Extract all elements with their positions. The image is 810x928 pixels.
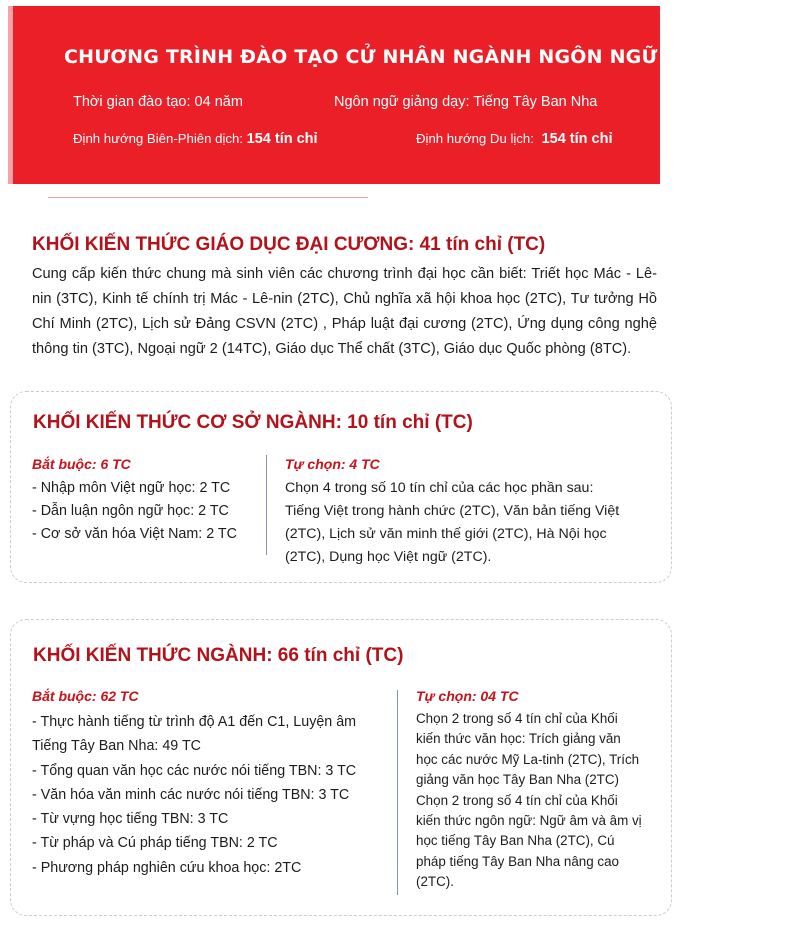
list-item: Tiếng Tây Ban Nha: 49 TC [32,738,202,755]
list-item: - Thực hành tiếng từ trình độ A1 đến C1, Luyện âm [32,714,357,730]
text-line: (2TC), Dụng học Việt ngữ (2TC). [285,549,492,565]
major-section-title [33,645,403,667]
major-column-divider [397,690,398,895]
program-title: CHƯƠNG TRÌNH ĐÀO TẠO CỬ NHÂN NGÀNH NGÔN NGỮ TÂY BAN NHA [64,46,810,68]
major-elective-label: Tự chọn: 04 TC [416,688,519,704]
major-title-main: KHỐI KIẾN THỨC NGÀNH: 66 [33,645,299,666]
language-info: Ngôn ngữ giảng dạy: Tiếng Tây Ban Nha [334,94,598,110]
list-item: - Tổng quan văn học các nước nói tiếng TBN: 3 TC [32,762,357,779]
track-translation-label: Định hướng Biên-Phiên dịch: [73,131,243,146]
general-section-description: Cung cấp kiến thức chung mà sinh viên các chương trình đại học cần biết: Triết học Mác - Lê-nin (3TC), Kinh tế chính trị Mác - Lê-nin (2TC), Chủ nghĩa xã hội khoa học (2TC), Tư tưởng Hồ Chí Minh (2TC), Lịch sử Đảng CSVN (2TC) , Pháp luật đại cương (2TC), Ứng dụng công nghệ thông tin (3TC), Ngoại ngữ 2 (14TC), Giáo dục Thể chất (3TC), Giáo dục Quốc phòng (8TC). [32,266,657,357]
general-section-title: KHỐI KIẾN THỨC GIÁO DỤC ĐẠI CƯƠNG: 41 tín chỉ (TC) [32,234,546,255]
track-translation-info [73,131,318,147]
foundation-required-list [32,477,237,546]
banner-accent-stripe [8,6,13,184]
text-line: Chọn 4 trong số 10 tín chỉ của các học phần sau: [285,480,594,496]
list-item: - Cơ sở văn hóa Việt Nam: 2 TC [32,526,237,542]
major-elective-text [416,709,648,893]
text-line: Chọn 2 trong số 4 tín chỉ của Khối [416,711,618,726]
text-line: kiến thức ngôn ngữ: Ngữ âm và âm vị [416,813,642,829]
list-item: - Văn hóa văn minh các nước nói tiếng TBN: 3 TC [32,786,350,803]
foundation-section-title [33,412,473,434]
duration-info: Thời gian đào tạo: 04 năm [73,94,243,110]
text-line: Tiếng Việt trong hành chức (2TC), Văn bản tiếng Việt [285,503,620,519]
major-title-unit: tín chỉ (TC) [304,645,404,666]
text-line: (2TC). [416,874,454,890]
foundation-elective-label: Tự chọn: 4 TC [285,456,380,472]
text-line: Chọn 2 trong số 4 tín chỉ của Khối [416,792,618,808]
foundation-required-label: Bắt buộc: 6 TC [32,456,131,472]
major-required-label: Bắt buộc: 62 TC [32,688,139,704]
list-item: - Phương pháp nghiên cứu khoa học: 2TC [32,859,302,876]
text-line: (2TC), Lịch sử văn minh thế giới (2TC), Hà Nội học [285,526,607,542]
list-item: - Từ pháp và Cú pháp tiếng TBN: 2 TC [32,835,278,852]
list-item: - Từ vựng học tiếng TBN: 3 TC [32,811,229,828]
foundation-elective-text [285,477,647,569]
track-tourism-label: Định hướng Du lịch: [416,131,534,146]
text-line: học tiếng Tây Ban Nha (2TC), Cú [416,833,615,849]
foundation-column-divider [266,455,267,555]
list-item: - Dẫn luận ngôn ngữ học: 2 TC [32,503,229,519]
divider-line [48,197,368,198]
track-tourism-credits: 154 tín chỉ [541,131,613,147]
text-line: kiến thức văn học: Trích giảng văn [416,731,621,747]
list-item: - Nhập môn Việt ngữ học: 2 TC [32,480,231,496]
foundation-title-unit: tín chỉ (TC) [373,412,473,433]
text-line: giảng văn học Tây Ban Nha (2TC) [416,772,619,788]
text-line: pháp tiếng Tây Ban Nha nâng cao [416,853,619,869]
foundation-title-main: KHỐI KIẾN THỨC CƠ SỞ NGÀNH: 10 [33,412,369,433]
track-translation-credits: 154 tín chỉ [246,131,318,147]
track-tourism-info [416,131,613,147]
text-line: học các nước Mỹ La-tinh (2TC), Trích [416,751,640,767]
major-required-list [32,710,356,880]
